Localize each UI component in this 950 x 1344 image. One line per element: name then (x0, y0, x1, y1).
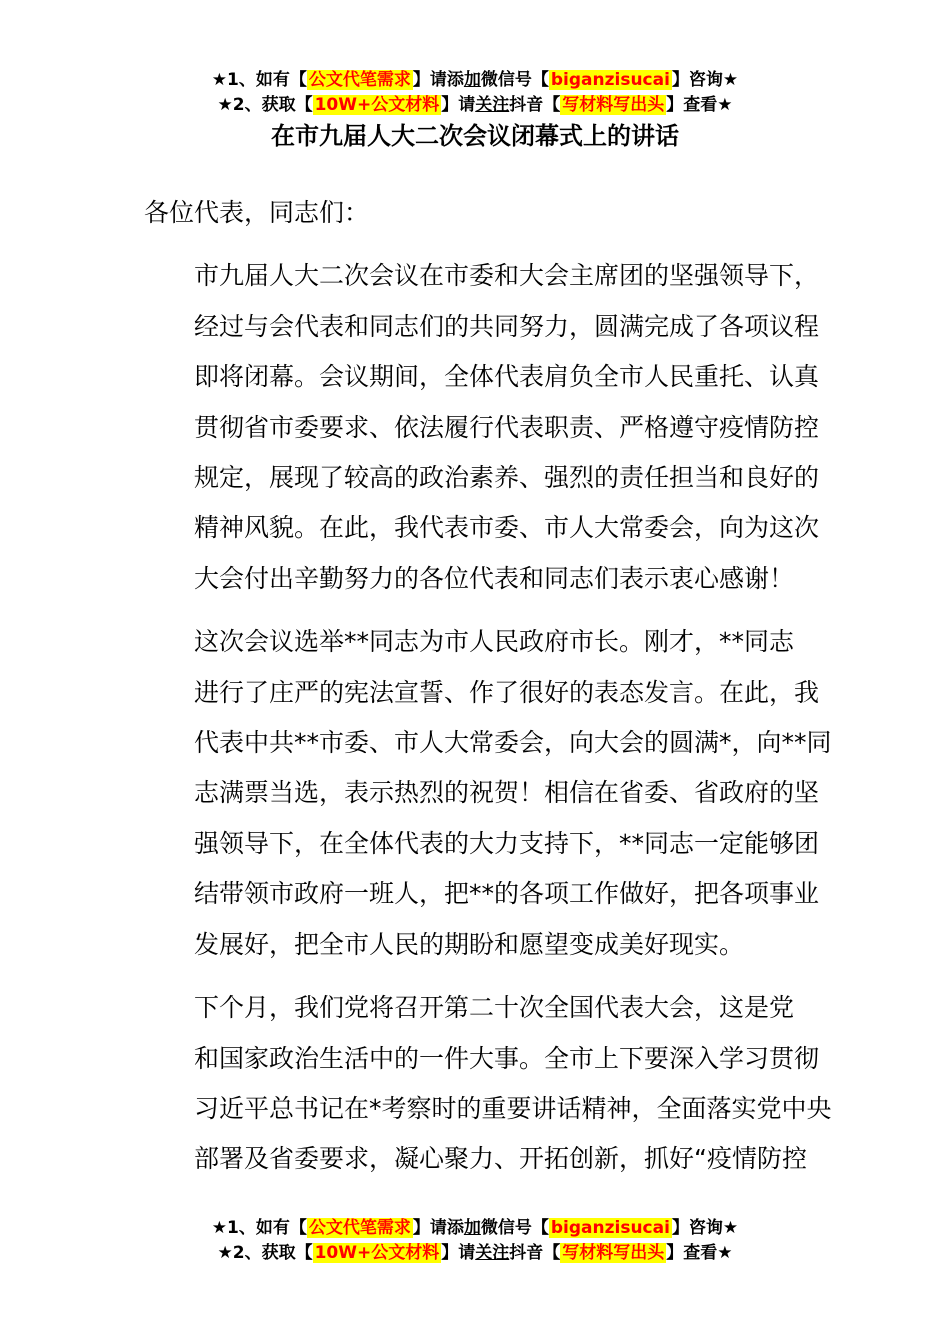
promo-text: ★1、如有【 (211, 1218, 307, 1238)
paragraph (144, 983, 832, 1185)
promo-text: ★2、获取【 (217, 95, 313, 115)
paragraph-line: 志满票当选，表示热烈的祝贺！相信在省委、省政府的坚 (194, 778, 820, 808)
promo-highlight: 公文代笔需求 (308, 70, 411, 90)
paragraph (144, 251, 820, 604)
paragraph-list (144, 251, 832, 1184)
promo-highlight-douyin-id: 写材料写出头 (562, 95, 665, 115)
paragraph-line: 这次会议选举**同志为市人民政府市长。刚才，**同志 (194, 627, 795, 657)
promo-text: 抖音【 (509, 95, 561, 115)
promo-text: 微信号【 (480, 70, 549, 90)
promo-text: ★1、如有【 (211, 70, 307, 90)
promo-underlined-text: 加 (463, 70, 481, 90)
document-title: 在市九届人大二次会议闭幕式上的讲话 (271, 122, 679, 150)
promo-highlight: 10W+公文材料 (314, 1243, 440, 1263)
paragraph-line: 代表中共**市委、市人大常委会，向大会的圆满*，向**同 (194, 728, 832, 758)
promo-highlight: 公文代笔需求 (308, 1218, 411, 1238)
paragraph-line: 和国家政治生活中的一件大事。全市上下要深入学习贯彻 (194, 1043, 820, 1073)
promo-highlight: 10W+公文材料 (314, 95, 440, 115)
paragraph-line: 规定，展现了较高的政治素养、强烈的责任担当和良好的 (194, 463, 820, 493)
promo-underlined-text: 关注 (475, 95, 510, 115)
paragraph-line: 习近平总书记在*考察时的重要讲话精神，全面落实党中央 (194, 1093, 832, 1123)
promo-line-2 (0, 93, 950, 118)
paragraph-line: 部署及省委要求，凝心聚力、开拓创新，抓好“疫情防控 (194, 1144, 807, 1174)
promo-highlight-wechat-id: biganzisucai (550, 70, 670, 90)
paragraph-line: 结带领市政府一班人，把**的各项工作做好，把各项事业 (194, 879, 820, 909)
promo-line-1 (0, 1216, 950, 1241)
paragraph-line: 强领导下，在全体代表的大力支持下，**同志一定能够团 (194, 828, 820, 858)
promo-underlined-text: 关注 (475, 1243, 510, 1263)
promo-line-2 (0, 1241, 950, 1266)
promo-text: 】请添 (412, 1218, 464, 1238)
promo-text: 抖音【 (509, 1243, 561, 1263)
promo-text: 】咨询★ (671, 70, 739, 90)
paragraph-line: 大会付出辛勤努力的各位代表和同志们表示衷心感谢！ (194, 563, 795, 593)
promo-text: 】查看★ (666, 95, 733, 115)
promo-highlight-wechat-id: biganzisucai (550, 1218, 670, 1238)
promo-text: 】请 (441, 95, 476, 115)
paragraph (144, 617, 832, 970)
paragraph-line: 精神风貌。在此，我代表市委、市人大常委会，向为这次 (194, 513, 820, 543)
paragraph-line: 下个月，我们党将召开第二十次全国代表大会，这是党 (194, 993, 795, 1023)
footer-promo-banner (0, 1216, 950, 1266)
paragraph-line: 市九届人大二次会议在市委和大会主席团的坚强领导下， (194, 261, 820, 291)
promo-line-1 (0, 68, 950, 93)
promo-highlight-douyin-id: 写材料写出头 (562, 1243, 665, 1263)
header-promo-banner (0, 68, 950, 118)
promo-text: 】请添 (412, 70, 464, 90)
paragraph-line: 发展好，把全市人民的期盼和愿望变成美好现实。 (194, 929, 745, 959)
paragraph-line: 贯彻省市委要求、依法履行代表职责、严格遵守疫情防控 (194, 412, 820, 442)
promo-text: ★2、获取【 (217, 1243, 313, 1263)
document-body (144, 188, 832, 1198)
promo-text: 】请 (441, 1243, 476, 1263)
salutation: 各位代表，同志们： (144, 198, 370, 227)
promo-text: 】查看★ (666, 1243, 733, 1263)
promo-text: 微信号【 (480, 1218, 549, 1238)
paragraph-line: 进行了庄严的宪法宣誓、作了很好的表态发言。在此，我 (194, 677, 820, 707)
promo-text: 】咨询★ (671, 1218, 739, 1238)
paragraph-line: 经过与会代表和同志们的共同努力，圆满完成了各项议程 (194, 311, 820, 341)
paragraph-line: 即将闭幕。会议期间，全体代表肩负全市人民重托、认真 (194, 362, 820, 392)
promo-underlined-text: 加 (463, 1218, 481, 1238)
